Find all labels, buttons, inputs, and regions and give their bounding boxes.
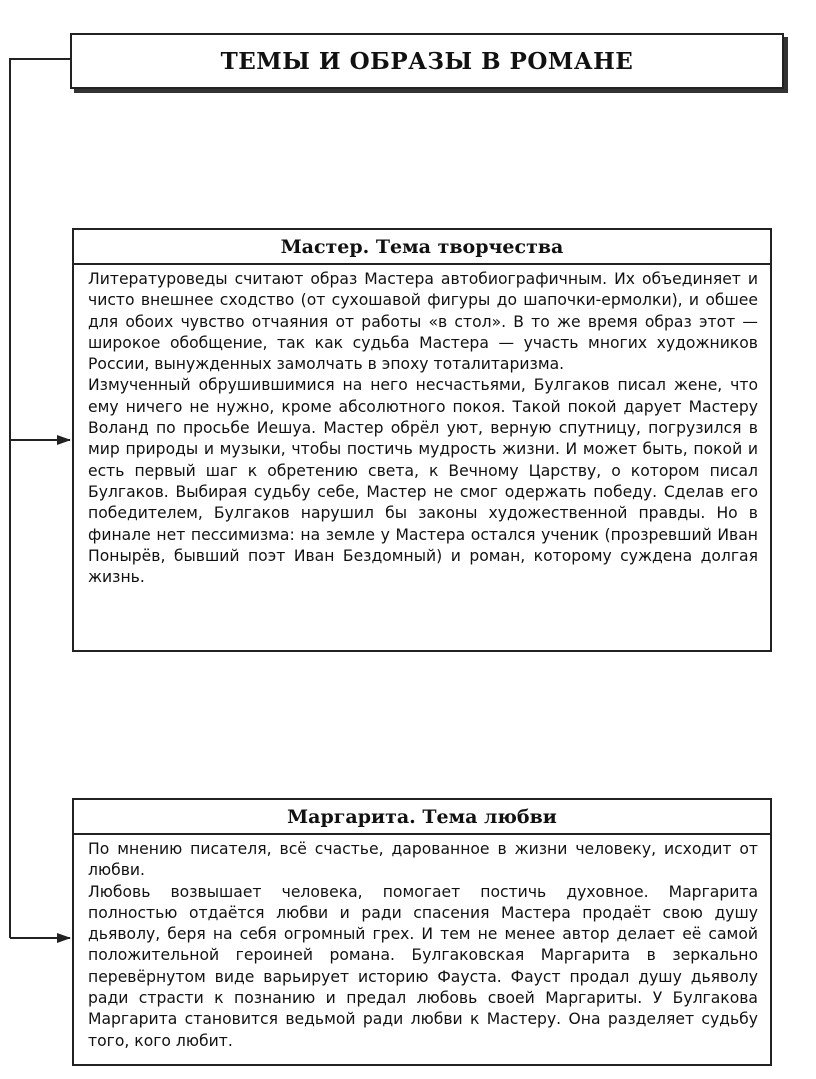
- section-margarita: [72, 798, 772, 1066]
- paragraph: Литературоведы считают образ Мастера автобиографичным. Их объединяет и чисто внешнее сходство (от сухошавой фигуры до шапочки-ермолки), и обшее для обоих чувство отчаяния от работы «в стол». В то же время образ этот — широкое обобщение, так как судьба Мастера — участь многих художников России, вынужденных замолчать в эпоху тоталитаризма.: [88, 270, 758, 374]
- section-heading: Мастер. Тема творчества: [74, 230, 770, 265]
- section-body: [74, 265, 770, 594]
- paragraph: Измученный обрушившимися на него несчастьями, Булгаков писал жене, что ему ничего не нужно, кроме абсолютного покоя. Такой покой дарует Мастеру Воланд по просьбе Иешуа. Мастер обрёл уют, верную спутницу, погрузился в мир природы и музыки, чтобы постичь мудрость жизни. И может быть, покой и есть первый шаг к обретению света, к Вечному Царству, о котором писал Булгаков. Выбирая судьбу себе, Мастер не смог одержать победу. Сделав его победителем, Булгаков нарушил бы законы художественной правды. Но в финале нет пессимизма: на земле у Мастера остался ученик (прозревший Иван Понырёв, бывший поэт Иван Бездомный) и роман, которому суждена долгая жизнь.: [88, 376, 758, 587]
- page-title-box: [70, 33, 784, 89]
- section-master: [72, 228, 772, 652]
- connector-trunk: [10, 59, 70, 938]
- paragraph: По мнению писателя, всё счастье, дарованное в жизни человеку, исходит от любви.: [88, 840, 758, 880]
- section-heading: Маргарита. Тема любви: [74, 800, 770, 835]
- paragraph: Любовь возвышает человека, помогает постичь духовное. Маргарита полностью отдаётся любви и ради спасения Мастера продаёт свою душу дьяволу, беря на себя огромный грех. И тем не менее автор делает её самой положительной героиней романа. Булгаковская Маргарита в зеркально перевёрнутом виде варьирует историю Фауста. Фауст продал душу дьяволу ради страсти к познанию и предал любовь своей Маргариты. У Булгакова Маргарита становится ведьмой ради любви к Мастеру. Она разделяет судьбу того, кого любит.: [88, 882, 758, 1050]
- section-body: [74, 835, 770, 1058]
- page-title: ТЕМЫ И ОБРАЗЫ В РОМАНЕ: [220, 47, 634, 75]
